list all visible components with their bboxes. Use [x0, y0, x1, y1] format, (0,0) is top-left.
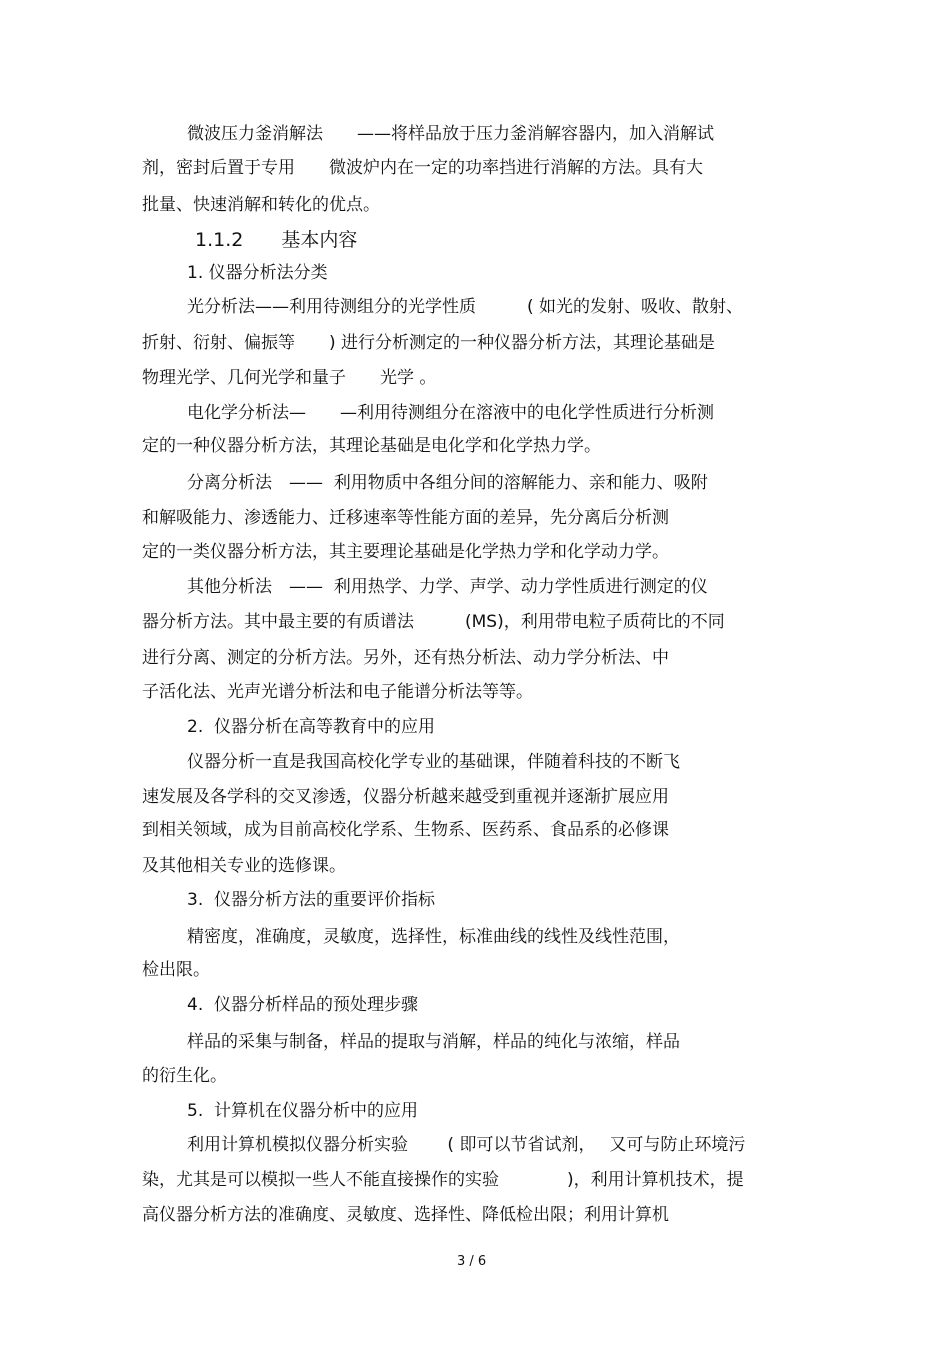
text-line: 定的一种仪器分析方法，其理论基础是电化学和化学热力学。: [142, 436, 601, 456]
text-line: 速发展及各学科的交叉渗透，仪器分析越来越受到重视并逐渐扩展应用: [142, 787, 669, 807]
text-line: 到相关领域，成为目前高校化学系、生物系、医药系、食品系的必修课: [142, 820, 669, 840]
text-line: 及其他相关专业的选修课。: [142, 856, 346, 876]
text-line: 批量、快速消解和转化的优点。: [142, 195, 380, 215]
page-number: 3 / 6: [457, 1254, 487, 1269]
text-line: 电化学分析法— —利用待测组分在溶液中的电化学性质进行分析测: [187, 403, 714, 423]
text-line: 的衍生化。: [142, 1066, 227, 1086]
text-line: 1. 仪器分析法分类: [187, 263, 328, 283]
text-line: 子活化法、光声光谱分析法和电子能谱分析法等等。: [142, 682, 533, 702]
text-line: 3. 仪器分析方法的重要评价指标: [187, 890, 436, 910]
text-line: 利用计算机模拟仪器分析实验 ( 即可以节省试剂， 又可与防止环境污: [187, 1135, 746, 1155]
text-line: 仪器分析一直是我国高校化学专业的基础课，伴随着科技的不断飞: [187, 752, 680, 772]
text-line: 器分析方法。其中最主要的有质谱法 (MS)，利用带电粒子质荷比的不同: [142, 612, 725, 632]
text-line: 分离分析法 —— 利用物质中各组分间的溶解能力、亲和能力、吸附: [187, 473, 708, 493]
text-line: 和解吸能力、渗透能力、迁移速率等性能方面的差异，先分离后分析测: [142, 508, 669, 528]
text-line: 检出限。: [142, 960, 210, 980]
text-line: 光分析法——利用待测组分的光学性质 ( 如光的发射、吸收、散射、: [187, 297, 744, 317]
text-line: 1.1.2 基本内容: [195, 229, 358, 251]
text-line: 染，尤其是可以模拟一些人不能直接操作的实验 )，利用计算机技术，提: [142, 1170, 744, 1190]
text-line: 微波压力釜消解法 ——将样品放于压力釜消解容器内，加入消解试: [187, 124, 714, 144]
text-line: 剂，密封后置于专用 微波炉内在一定的功率挡进行消解的方法。具有大: [142, 158, 703, 178]
text-line: 样品的采集与制备，样品的提取与消解，样品的纯化与浓缩，样品: [187, 1032, 680, 1052]
text-line: 物理光学、几何光学和量子 光学 。: [142, 368, 437, 388]
text-line: 其他分析法 —— 利用热学、力学、声学、动力学性质进行测定的仪: [187, 577, 708, 597]
text-line: 进行分离、测定的分析方法。另外，还有热分析法、动力学分析法、中: [142, 648, 669, 668]
text-line: 精密度，准确度，灵敏度，选择性，标准曲线的线性及线性范围，: [187, 927, 680, 947]
text-line: 高仪器分析方法的准确度、灵敏度、选择性、降低检出限；利用计算机: [142, 1205, 669, 1225]
text-line: 折射、衍射、偏振等 ) 进行分析测定的一种仪器分析方法，其理论基础是: [142, 333, 716, 353]
text-line: 定的一类仪器分析方法，其主要理论基础是化学热力学和化学动力学。: [142, 542, 669, 562]
text-line: 5. 计算机在仪器分析中的应用: [187, 1101, 419, 1121]
text-line: 4. 仪器分析样品的预处理步骤: [187, 995, 419, 1015]
text-line: 2. 仪器分析在高等教育中的应用: [187, 717, 436, 737]
